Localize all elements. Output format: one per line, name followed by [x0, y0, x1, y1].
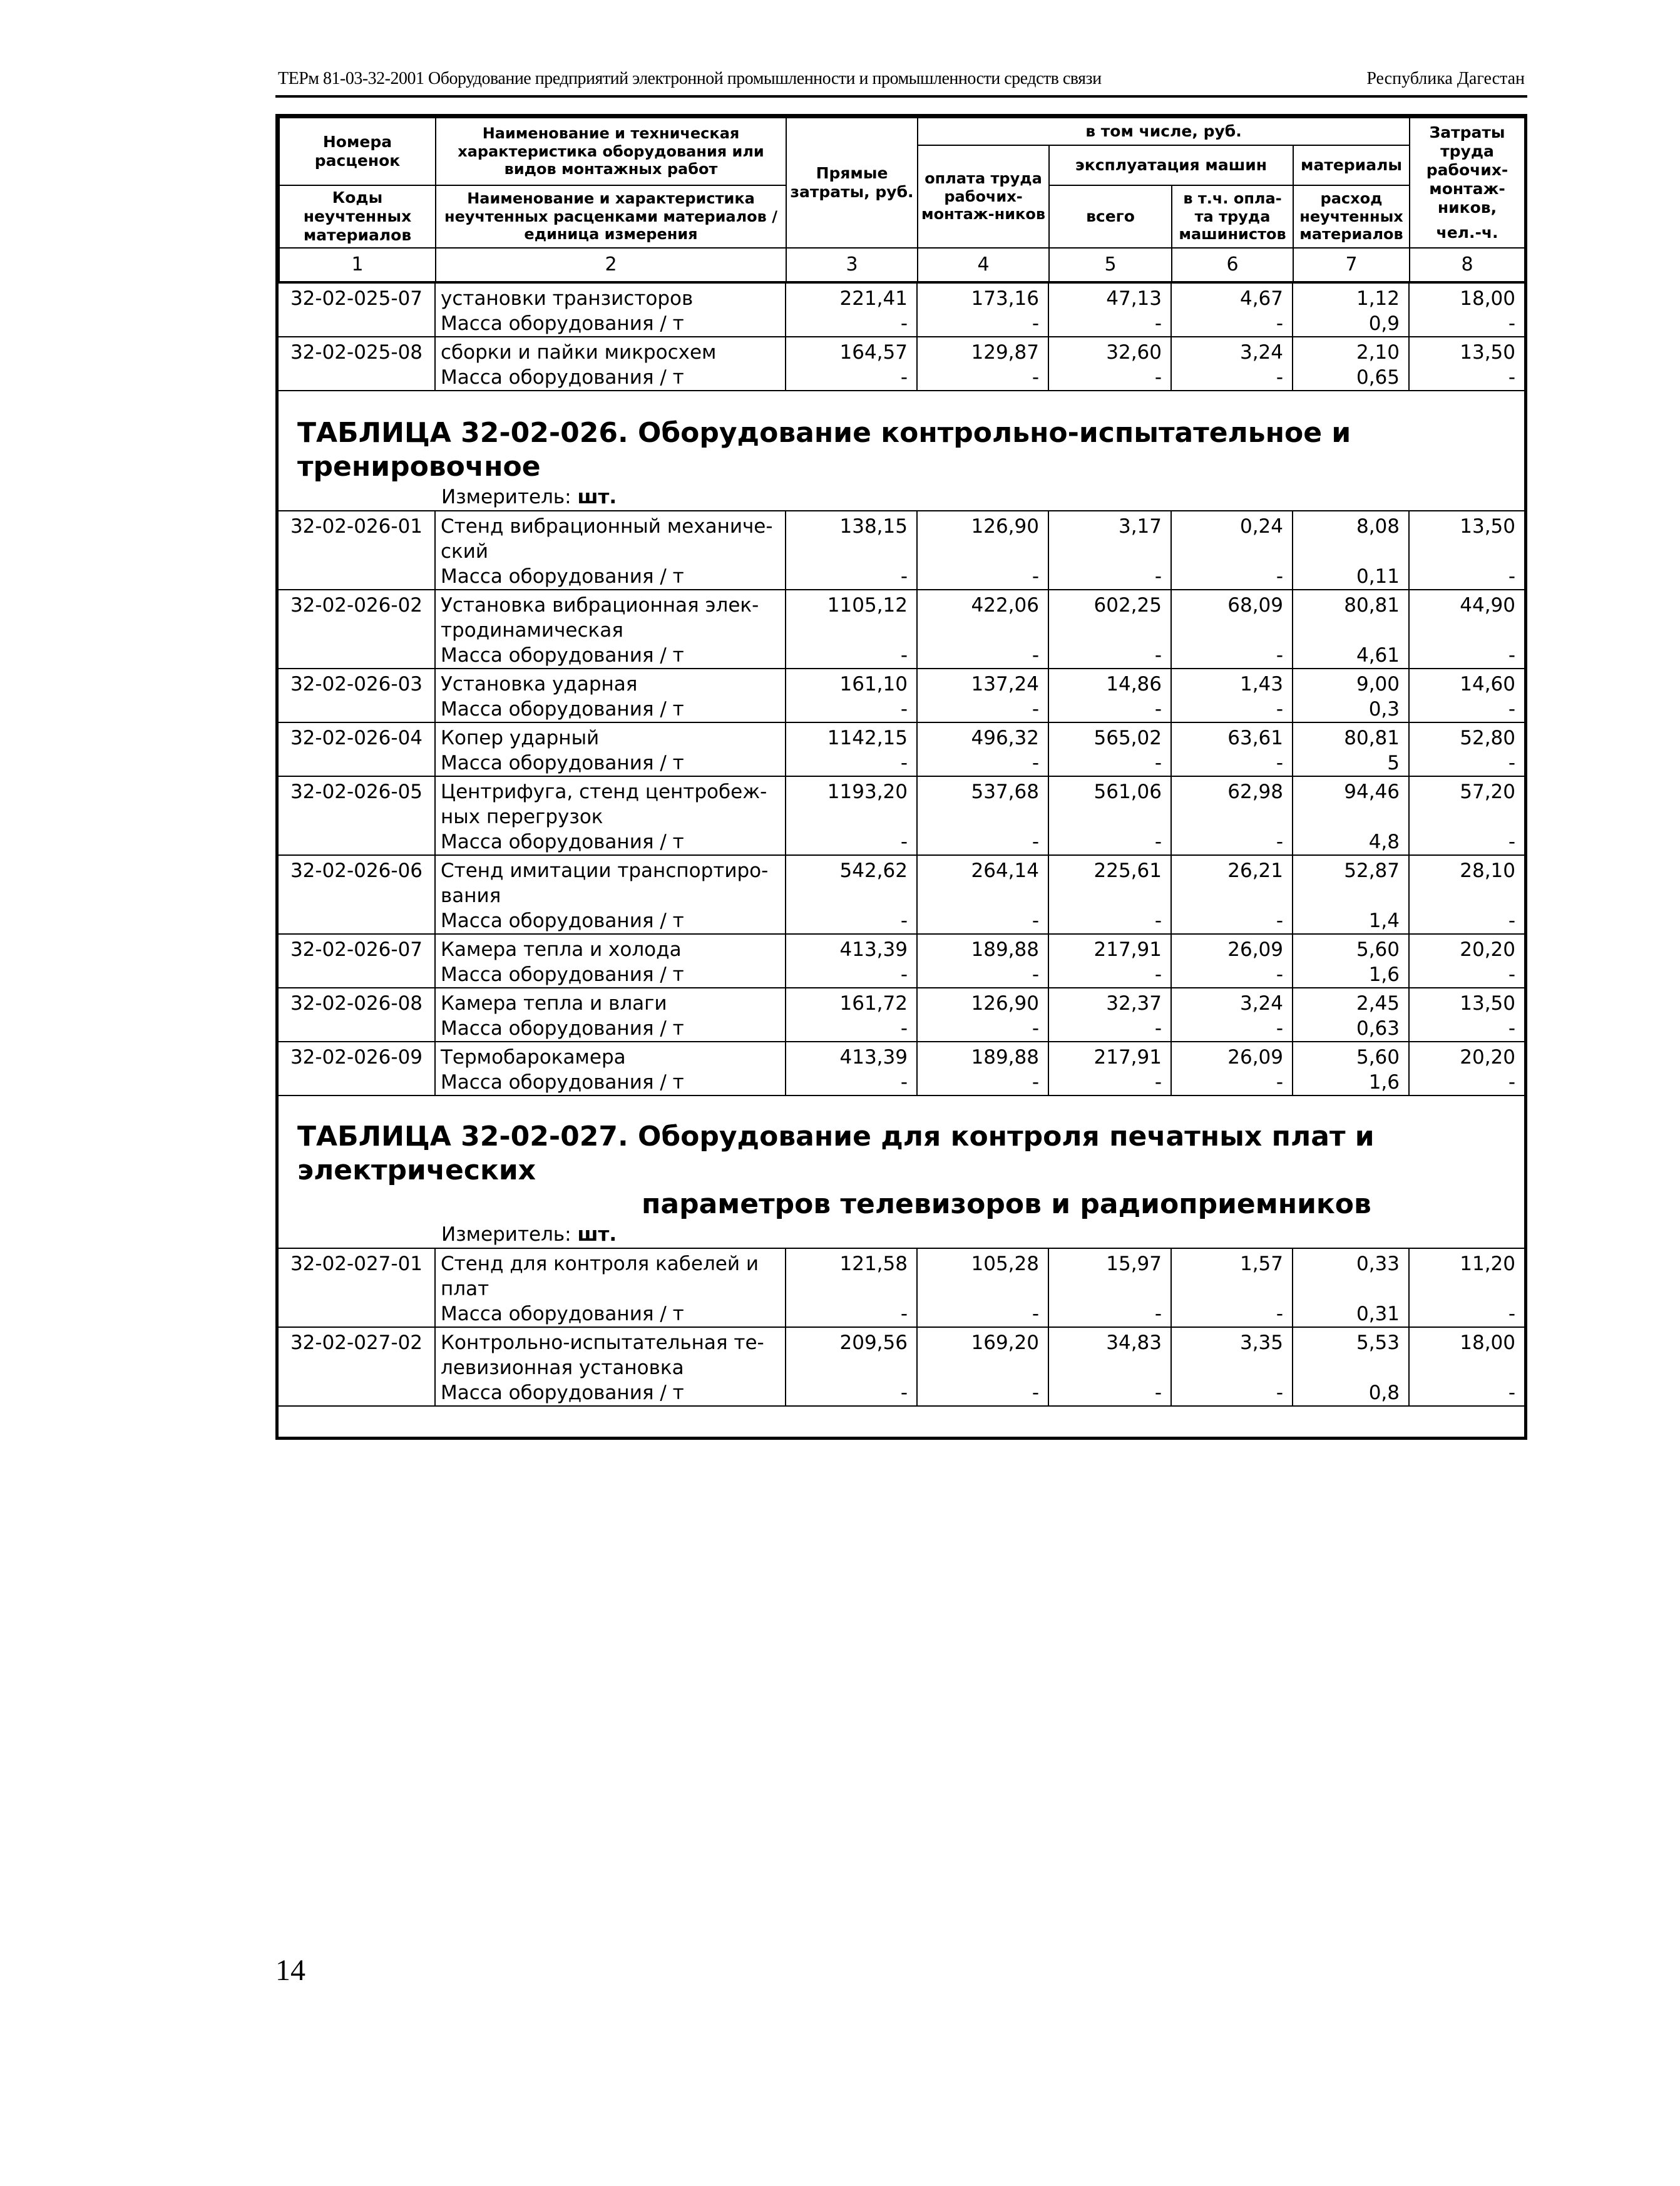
column-number: 6: [1172, 248, 1293, 282]
rate-code: 32-02-026-01: [279, 511, 435, 564]
mass-worker-pay-cell: -: [917, 311, 1048, 337]
mass-direct-costs-cell: -: [786, 1380, 917, 1406]
mass-worker-pay-cell: -: [917, 697, 1048, 722]
mass-machines-total-cell: -: [1048, 697, 1171, 722]
materials-cell: 52,87: [1293, 855, 1409, 908]
table-026-measure: [279, 484, 1524, 510]
mass-labor-hours-cell: -: [1409, 1301, 1524, 1327]
empty-code-cell: [279, 564, 435, 590]
mass-row: [279, 751, 1524, 776]
mass-direct-costs-cell: -: [786, 311, 917, 337]
mass-labor-hours-cell: -: [1409, 697, 1524, 722]
worker-pay-cell: 126,90: [917, 511, 1048, 564]
labor-hours-cell: 13,50: [1409, 511, 1524, 564]
mass-materials-cell: 0,11: [1293, 564, 1409, 590]
direct-costs-cell: 209,56: [786, 1327, 917, 1380]
rate-code: 32-02-026-06: [279, 855, 435, 908]
measure-unit: шт.: [577, 486, 617, 508]
rate-name: [435, 776, 786, 829]
mass-machines-total-cell: -: [1048, 643, 1171, 669]
worker-pay-cell: 537,68: [917, 776, 1048, 829]
labor-hours-cell: 18,00: [1409, 1327, 1524, 1380]
mass-direct-costs-cell: -: [786, 365, 917, 391]
mass-worker-pay-cell: -: [917, 1016, 1048, 1042]
machines-total-cell: 217,91: [1048, 934, 1171, 962]
mass-materials-cell: 5: [1293, 751, 1409, 776]
document-title: ТЕРм 81-03-32-2001 Оборудование предприятий электронной промышленности и промышленности средств связи: [278, 69, 1102, 88]
mass-materials-cell: 1,4: [1293, 908, 1409, 934]
rate-name-line: сборки и пайки микросхем: [441, 341, 717, 364]
rate-name-line: Стенд для контроля кабелей и: [441, 1253, 759, 1275]
rate-row: [279, 722, 1524, 751]
materials-cell: 5,60: [1293, 1042, 1409, 1070]
rate-name: [435, 669, 786, 697]
rates-table: [279, 282, 1524, 391]
rate-name: [435, 1327, 786, 1380]
materials-cell: 1,12: [1293, 283, 1409, 311]
mass-row: [279, 643, 1524, 669]
empty-code-cell: [279, 829, 435, 855]
rate-code: 32-02-027-01: [279, 1248, 435, 1301]
rate-name-line: левизионная установка: [441, 1357, 684, 1379]
mass-row: [279, 908, 1524, 934]
mass-machines-total-cell: -: [1048, 311, 1171, 337]
header-worker-pay: оплата труда рабочих-монтаж-ников: [918, 145, 1049, 248]
mass-row: [279, 697, 1524, 722]
labor-hours-cell: 13,50: [1409, 337, 1524, 365]
table-026-title: ТАБЛИЦА 32-02-026. Оборудование контрольно-испытательное и тренировочное: [297, 417, 1351, 483]
mass-operator-pay-cell: -: [1171, 564, 1293, 590]
materials-cell: 2,45: [1293, 988, 1409, 1016]
mass-operator-pay-cell: -: [1171, 311, 1293, 337]
machines-total-cell: 565,02: [1048, 722, 1171, 751]
empty-code-cell: [279, 311, 435, 337]
mass-label: Масса оборудования / т: [435, 751, 786, 776]
rate-name-line: плат: [441, 1278, 489, 1300]
empty-code-cell: [279, 908, 435, 934]
direct-costs-cell: 413,39: [786, 934, 917, 962]
direct-costs-cell: 138,15: [786, 511, 917, 564]
header-material-consumption: расход неучтенных материалов: [1293, 185, 1410, 248]
rate-code: 32-02-026-08: [279, 988, 435, 1016]
mass-label: Масса оборудования / т: [435, 908, 786, 934]
materials-cell: 94,46: [1293, 776, 1409, 829]
mass-operator-pay-cell: -: [1171, 643, 1293, 669]
mass-machines-total-cell: -: [1048, 908, 1171, 934]
rate-name-line: установки транзисторов: [441, 287, 694, 310]
mass-labor-hours-cell: -: [1409, 1070, 1524, 1096]
mass-materials-cell: 0,8: [1293, 1380, 1409, 1406]
empty-code-cell: [279, 1301, 435, 1327]
header-operator-pay: в т.ч. опла-та труда машинистов: [1172, 185, 1293, 248]
operator-pay-cell: 62,98: [1171, 776, 1293, 829]
labor-hours-cell: 13,50: [1409, 988, 1524, 1016]
mass-operator-pay-cell: -: [1171, 1016, 1293, 1042]
empty-code-cell: [279, 962, 435, 988]
mass-row: [279, 829, 1524, 855]
rate-name: [435, 988, 786, 1016]
mass-labor-hours-cell: -: [1409, 908, 1524, 934]
rates-block-027: [279, 1248, 1524, 1407]
mass-worker-pay-cell: -: [917, 1380, 1048, 1406]
direct-costs-cell: 164,57: [786, 337, 917, 365]
table-027-title: [279, 1120, 1524, 1221]
rates-table-frame: [275, 114, 1527, 1440]
machines-total-cell: 14,86: [1048, 669, 1171, 697]
rate-name-line: Камера тепла и холода: [441, 938, 682, 961]
mass-machines-total-cell: -: [1048, 564, 1171, 590]
rate-row: [279, 1248, 1524, 1301]
rate-name-line: Стенд вибрационный механиче-: [441, 515, 773, 538]
rate-name: [435, 722, 786, 751]
direct-costs-cell: 1105,12: [786, 590, 917, 643]
worker-pay-cell: 105,28: [917, 1248, 1048, 1301]
empty-code-cell: [279, 697, 435, 722]
mass-worker-pay-cell: -: [917, 365, 1048, 391]
rate-name-line: Центрифуга, стенд центробеж-: [441, 781, 767, 803]
operator-pay-cell: 3,35: [1171, 1327, 1293, 1380]
mass-label: Масса оборудования / т: [435, 697, 786, 722]
header-materials: материалы: [1293, 145, 1410, 185]
mass-direct-costs-cell: -: [786, 697, 917, 722]
machines-total-cell: 3,17: [1048, 511, 1171, 564]
rate-row: [279, 988, 1524, 1016]
labor-hours-cell: 57,20: [1409, 776, 1524, 829]
mass-direct-costs-cell: -: [786, 643, 917, 669]
rate-code: 32-02-026-03: [279, 669, 435, 697]
machines-total-cell: 15,97: [1048, 1248, 1171, 1301]
mass-materials-cell: 0,9: [1293, 311, 1409, 337]
worker-pay-cell: 169,20: [917, 1327, 1048, 1380]
mass-direct-costs-cell: -: [786, 564, 917, 590]
mass-row: [279, 365, 1524, 391]
mass-labor-hours-cell: -: [1409, 564, 1524, 590]
mass-materials-cell: 4,8: [1293, 829, 1409, 855]
direct-costs-cell: 221,41: [786, 283, 917, 311]
mass-labor-hours-cell: -: [1409, 643, 1524, 669]
empty-code-cell: [279, 1016, 435, 1042]
rate-name-line: тродинамическая: [441, 619, 623, 642]
operator-pay-cell: 63,61: [1171, 722, 1293, 751]
rate-code: 32-02-026-07: [279, 934, 435, 962]
mass-label: Масса оборудования / т: [435, 643, 786, 669]
rate-name: [435, 511, 786, 564]
measure-label: Измеритель:: [441, 486, 571, 508]
mass-worker-pay-cell: -: [917, 829, 1048, 855]
rate-name-line: Установка ударная: [441, 673, 638, 695]
header-rate-numbers: Номера расценок: [279, 118, 436, 185]
mass-operator-pay-cell: -: [1171, 365, 1293, 391]
operator-pay-cell: 0,24: [1171, 511, 1293, 564]
rate-name-line: ский: [441, 540, 489, 563]
rate-row: [279, 283, 1524, 311]
machines-total-cell: 47,13: [1048, 283, 1171, 311]
column-number: 4: [918, 248, 1049, 282]
rate-row: [279, 934, 1524, 962]
rate-name-line: Камера тепла и влаги: [441, 992, 667, 1015]
mass-materials-cell: 4,61: [1293, 643, 1409, 669]
rates-table: [279, 1248, 1524, 1407]
labor-hours-cell: 11,20: [1409, 1248, 1524, 1301]
measure-label: Измеритель:: [441, 1223, 571, 1246]
rate-row: [279, 776, 1524, 829]
mass-operator-pay-cell: -: [1171, 829, 1293, 855]
labor-hours-cell: 52,80: [1409, 722, 1524, 751]
mass-operator-pay-cell: -: [1171, 697, 1293, 722]
table-027-measure: [279, 1221, 1524, 1248]
measure-unit: шт.: [577, 1223, 617, 1246]
empty-code-cell: [279, 1380, 435, 1406]
materials-cell: 9,00: [1293, 669, 1409, 697]
mass-label: Масса оборудования / т: [435, 1380, 786, 1406]
mass-operator-pay-cell: -: [1171, 1380, 1293, 1406]
header-machine-exploitation: эксплуатация машин: [1049, 145, 1293, 185]
labor-hours-cell: 20,20: [1409, 1042, 1524, 1070]
mass-labor-hours-cell: -: [1409, 829, 1524, 855]
mass-row: [279, 1070, 1524, 1096]
mass-machines-total-cell: -: [1048, 829, 1171, 855]
mass-label: Масса оборудования / т: [435, 1070, 786, 1096]
materials-cell: 8,08: [1293, 511, 1409, 564]
mass-labor-hours-cell: -: [1409, 311, 1524, 337]
materials-cell: 5,60: [1293, 934, 1409, 962]
mass-worker-pay-cell: -: [917, 1301, 1048, 1327]
rate-name-line: Термобарокамера: [441, 1046, 626, 1069]
mass-label: Масса оборудования / т: [435, 962, 786, 988]
labor-hours-cell: 44,90: [1409, 590, 1524, 643]
operator-pay-cell: 1,43: [1171, 669, 1293, 697]
mass-row: [279, 1301, 1524, 1327]
mass-materials-cell: 1,6: [1293, 1070, 1409, 1096]
direct-costs-cell: 1193,20: [786, 776, 917, 829]
mass-worker-pay-cell: -: [917, 564, 1048, 590]
header-including: в том числе, руб.: [918, 118, 1410, 145]
materials-cell: 80,81: [1293, 590, 1409, 643]
header-work-name: Наименование и техническая характеристика оборудования или видов монтажных работ: [436, 118, 786, 185]
worker-pay-cell: 496,32: [917, 722, 1048, 751]
mass-row: [279, 311, 1524, 337]
operator-pay-cell: 1,57: [1171, 1248, 1293, 1301]
labor-hours-cell: 28,10: [1409, 855, 1524, 908]
mass-direct-costs-cell: -: [786, 829, 917, 855]
header-machines-total: всего: [1049, 185, 1172, 248]
mass-machines-total-cell: -: [1048, 1070, 1171, 1096]
empty-code-cell: [279, 1070, 435, 1096]
mass-materials-cell: 0,3: [1293, 697, 1409, 722]
page-header: [275, 66, 1527, 98]
labor-hours-cell: 20,20: [1409, 934, 1524, 962]
mass-machines-total-cell: -: [1048, 751, 1171, 776]
mass-labor-hours-cell: -: [1409, 365, 1524, 391]
machines-total-cell: 561,06: [1048, 776, 1171, 829]
mass-direct-costs-cell: -: [786, 751, 917, 776]
mass-machines-total-cell: -: [1048, 962, 1171, 988]
region-name: Республика Дагестан: [1366, 69, 1525, 88]
mass-materials-cell: 0,63: [1293, 1016, 1409, 1042]
rate-name: [435, 337, 786, 365]
mass-label: Масса оборудования / т: [435, 311, 786, 337]
mass-machines-total-cell: -: [1048, 365, 1171, 391]
mass-operator-pay-cell: -: [1171, 751, 1293, 776]
mass-direct-costs-cell: -: [786, 1301, 917, 1327]
mass-machines-total-cell: -: [1048, 1016, 1171, 1042]
rate-name: [435, 855, 786, 908]
rate-code: 32-02-026-09: [279, 1042, 435, 1070]
worker-pay-cell: 189,88: [917, 934, 1048, 962]
rate-name-line: Стенд имитации транспортиро-: [441, 860, 769, 882]
mass-materials-cell: 1,6: [1293, 962, 1409, 988]
rate-code: 32-02-025-08: [279, 337, 435, 365]
labor-hours-cell: 18,00: [1409, 283, 1524, 311]
mass-direct-costs-cell: -: [786, 908, 917, 934]
direct-costs-cell: 413,39: [786, 1042, 917, 1070]
header-labor-hours: [1410, 118, 1525, 248]
rate-row: [279, 1042, 1524, 1070]
direct-costs-cell: 161,72: [786, 988, 917, 1016]
rate-code: 32-02-026-04: [279, 722, 435, 751]
mass-direct-costs-cell: -: [786, 1070, 917, 1096]
rate-name: [435, 934, 786, 962]
mass-operator-pay-cell: -: [1171, 1301, 1293, 1327]
mass-direct-costs-cell: -: [786, 1016, 917, 1042]
rate-code: 32-02-026-05: [279, 776, 435, 829]
rate-row: [279, 855, 1524, 908]
operator-pay-cell: 3,24: [1171, 337, 1293, 365]
mass-materials-cell: 0,31: [1293, 1301, 1409, 1327]
direct-costs-cell: 121,58: [786, 1248, 917, 1301]
rate-code: 32-02-025-07: [279, 283, 435, 311]
header-material-codes: Коды неучтенных материалов: [279, 185, 436, 248]
mass-operator-pay-cell: -: [1171, 962, 1293, 988]
rate-name-line: Контрольно-испытательная те-: [441, 1332, 764, 1354]
operator-pay-cell: 4,67: [1171, 283, 1293, 311]
mass-worker-pay-cell: -: [917, 908, 1048, 934]
machines-total-cell: 34,83: [1048, 1327, 1171, 1380]
materials-cell: 0,33: [1293, 1248, 1409, 1301]
rate-row: [279, 590, 1524, 643]
rates-table: [279, 510, 1524, 1096]
header-direct-costs: Прямые затраты, руб.: [786, 118, 918, 248]
mass-labor-hours-cell: -: [1409, 1380, 1524, 1406]
direct-costs-cell: 1142,15: [786, 722, 917, 751]
rate-row: [279, 337, 1524, 365]
materials-cell: 2,10: [1293, 337, 1409, 365]
rate-name: [435, 590, 786, 643]
rate-name-line: Копер ударный: [441, 727, 600, 749]
machines-total-cell: 225,61: [1048, 855, 1171, 908]
mass-operator-pay-cell: -: [1171, 1070, 1293, 1096]
direct-costs-cell: 542,62: [786, 855, 917, 908]
mass-labor-hours-cell: -: [1409, 962, 1524, 988]
mass-label: Масса оборудования / т: [435, 1016, 786, 1042]
worker-pay-cell: 129,87: [917, 337, 1048, 365]
rate-name-line: Установка вибрационная элек-: [441, 594, 759, 617]
machines-total-cell: 32,60: [1048, 337, 1171, 365]
machines-total-cell: 217,91: [1048, 1042, 1171, 1070]
mass-row: [279, 1380, 1524, 1406]
column-number: 7: [1293, 248, 1410, 282]
column-number: 3: [786, 248, 918, 282]
column-number: 2: [436, 248, 786, 282]
worker-pay-cell: 189,88: [917, 1042, 1048, 1070]
header-material-names: Наименование и характеристика неучтенных расценками материалов / единица измерения: [436, 185, 786, 248]
worker-pay-cell: 137,24: [917, 669, 1048, 697]
page-number: 14: [275, 1954, 305, 1987]
operator-pay-cell: 26,09: [1171, 934, 1293, 962]
labor-hours-cell: 14,60: [1409, 669, 1524, 697]
operator-pay-cell: 26,09: [1171, 1042, 1293, 1070]
column-number: 5: [1049, 248, 1172, 282]
rate-name: [435, 1248, 786, 1301]
worker-pay-cell: 126,90: [917, 988, 1048, 1016]
mass-label: Масса оборудования / т: [435, 564, 786, 590]
mass-worker-pay-cell: -: [917, 962, 1048, 988]
worker-pay-cell: 173,16: [917, 283, 1048, 311]
direct-costs-cell: 161,10: [786, 669, 917, 697]
rates-block-025: [279, 282, 1524, 391]
rate-code: 32-02-027-02: [279, 1327, 435, 1380]
column-number: 8: [1410, 248, 1525, 282]
rate-name: [435, 283, 786, 311]
rate-name: [435, 1042, 786, 1070]
materials-cell: 5,53: [1293, 1327, 1409, 1380]
rate-code: 32-02-026-02: [279, 590, 435, 643]
mass-worker-pay-cell: -: [917, 643, 1048, 669]
mass-machines-total-cell: -: [1048, 1301, 1171, 1327]
mass-row: [279, 1016, 1524, 1042]
column-number: 1: [279, 248, 436, 282]
rate-row: [279, 669, 1524, 697]
mass-row: [279, 564, 1524, 590]
mass-operator-pay-cell: -: [1171, 908, 1293, 934]
rate-row: [279, 1327, 1524, 1380]
empty-code-cell: [279, 365, 435, 391]
mass-label: Масса оборудования / т: [435, 829, 786, 855]
operator-pay-cell: 68,09: [1171, 590, 1293, 643]
operator-pay-cell: 3,24: [1171, 988, 1293, 1016]
mass-row: [279, 962, 1524, 988]
header-labor-hours-label: Затраты труда рабочих-монтаж-ников,: [1426, 123, 1508, 217]
table-027-title-line: параметров телевизоров и радиоприемников: [642, 1188, 1371, 1220]
table-027-title-line: ТАБЛИЦА 32-02-027. Оборудование для контроля печатных плат и электрических: [297, 1121, 1375, 1186]
mass-label: Масса оборудования / т: [435, 365, 786, 391]
rate-row: [279, 511, 1524, 564]
empty-code-cell: [279, 751, 435, 776]
worker-pay-cell: 422,06: [917, 590, 1048, 643]
mass-label: Масса оборудования / т: [435, 1301, 786, 1327]
machines-total-cell: 32,37: [1048, 988, 1171, 1016]
mass-labor-hours-cell: -: [1409, 1016, 1524, 1042]
rate-name-line: ных перегрузок: [441, 806, 603, 828]
materials-cell: 80,81: [1293, 722, 1409, 751]
empty-code-cell: [279, 643, 435, 669]
rates-block-026: [279, 510, 1524, 1096]
worker-pay-cell: 264,14: [917, 855, 1048, 908]
operator-pay-cell: 26,21: [1171, 855, 1293, 908]
mass-materials-cell: 0,65: [1293, 365, 1409, 391]
mass-worker-pay-cell: -: [917, 751, 1048, 776]
header-labor-hours-unit: чел.-ч.: [1436, 223, 1498, 242]
mass-labor-hours-cell: -: [1409, 751, 1524, 776]
mass-worker-pay-cell: -: [917, 1070, 1048, 1096]
mass-direct-costs-cell: -: [786, 962, 917, 988]
column-numbers-row: [279, 248, 1525, 282]
table-header: [279, 117, 1525, 282]
rate-name-line: вания: [441, 885, 501, 907]
mass-machines-total-cell: -: [1048, 1380, 1171, 1406]
machines-total-cell: 602,25: [1048, 590, 1171, 643]
